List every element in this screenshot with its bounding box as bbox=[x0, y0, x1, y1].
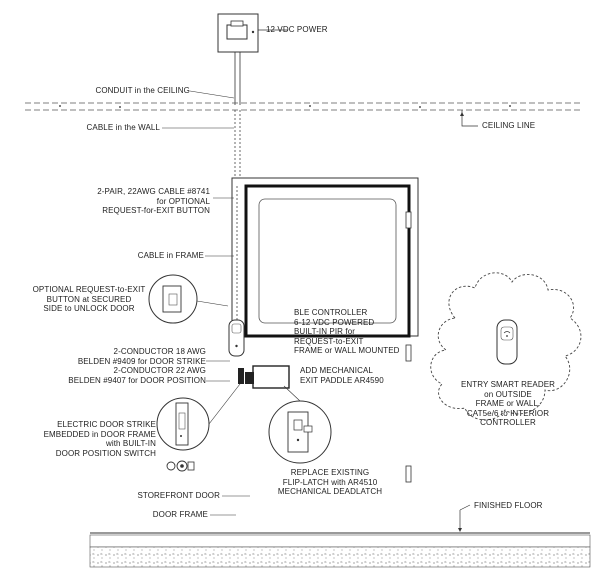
door-strike-icon bbox=[157, 398, 209, 450]
cable-wall-label: CABLE in the WALL bbox=[86, 123, 160, 132]
door-frame-label: DOOR FRAME bbox=[152, 510, 208, 519]
power-supply-icon bbox=[218, 14, 258, 52]
power-label: 12 VDC POWER bbox=[266, 25, 328, 34]
reader-icon bbox=[497, 320, 517, 364]
conduit-vertical bbox=[235, 52, 240, 105]
ceiling-line-label: CEILING LINE bbox=[482, 121, 536, 130]
conduit-leader bbox=[190, 91, 234, 98]
cable-in-wall bbox=[235, 110, 240, 178]
flip-latch-label: REPLACE EXISTING FLIP-LATCH with AR4510 MECHANICAL DEADLATCH bbox=[277, 468, 383, 496]
exit-paddle-label: ADD MECHANICAL EXIT PADDLE AR4590 bbox=[300, 366, 384, 385]
ceiling-line-leader bbox=[462, 110, 478, 126]
reader-icon bbox=[229, 320, 244, 356]
conduit-label: CONDUIT in the CEILING bbox=[95, 86, 190, 95]
deadlatch-icon bbox=[269, 401, 331, 463]
door-position-switch-icon bbox=[167, 461, 194, 471]
exit-paddle-icon bbox=[245, 366, 289, 388]
finished-floor-label: FINISHED FLOOR bbox=[474, 501, 543, 510]
exit-button-icon bbox=[149, 275, 197, 323]
storefront-door-label: STOREFRONT DOOR bbox=[137, 491, 220, 500]
ble-controller-label: BLE CONTROLLER 6-12 VDC POWERED BUILT-IN PIR for REQUEST-to-EXIT FRAME or WALL MOUNTED bbox=[294, 308, 400, 355]
cable-frame-label: CABLE in FRAME bbox=[137, 251, 204, 260]
entry-reader-label: ENTRY SMART READER on OUTSIDE FRAME or WALL. CAT5e/6 to INTERIOR CONTROLLER bbox=[460, 380, 556, 427]
strike-wiring bbox=[206, 361, 244, 384]
cable-8741-label: 2-PAIR, 22AWG CABLE #8741 for OPTIONAL REQUEST-for-EXIT BUTTON bbox=[97, 187, 210, 215]
conductors-label: 2-CONDUCTOR 18 AWG BELDEN #9409 for DOOR STRIKE 2-CONDUCTOR 22 AWG BELDEN #9407 for DOOR POSITION bbox=[68, 347, 206, 385]
floor-slab bbox=[90, 533, 590, 567]
door-strike-label: ELECTRIC DOOR STRIKE EMBEDDED in DOOR FRAME with BUILT-IN DOOR POSITION SWITCH bbox=[43, 420, 156, 458]
ceiling bbox=[25, 103, 580, 110]
rex-button-label: OPTIONAL REQUEST-to-EXIT BUTTON at SECURED SIDE to UNLOCK DOOR bbox=[32, 285, 146, 313]
